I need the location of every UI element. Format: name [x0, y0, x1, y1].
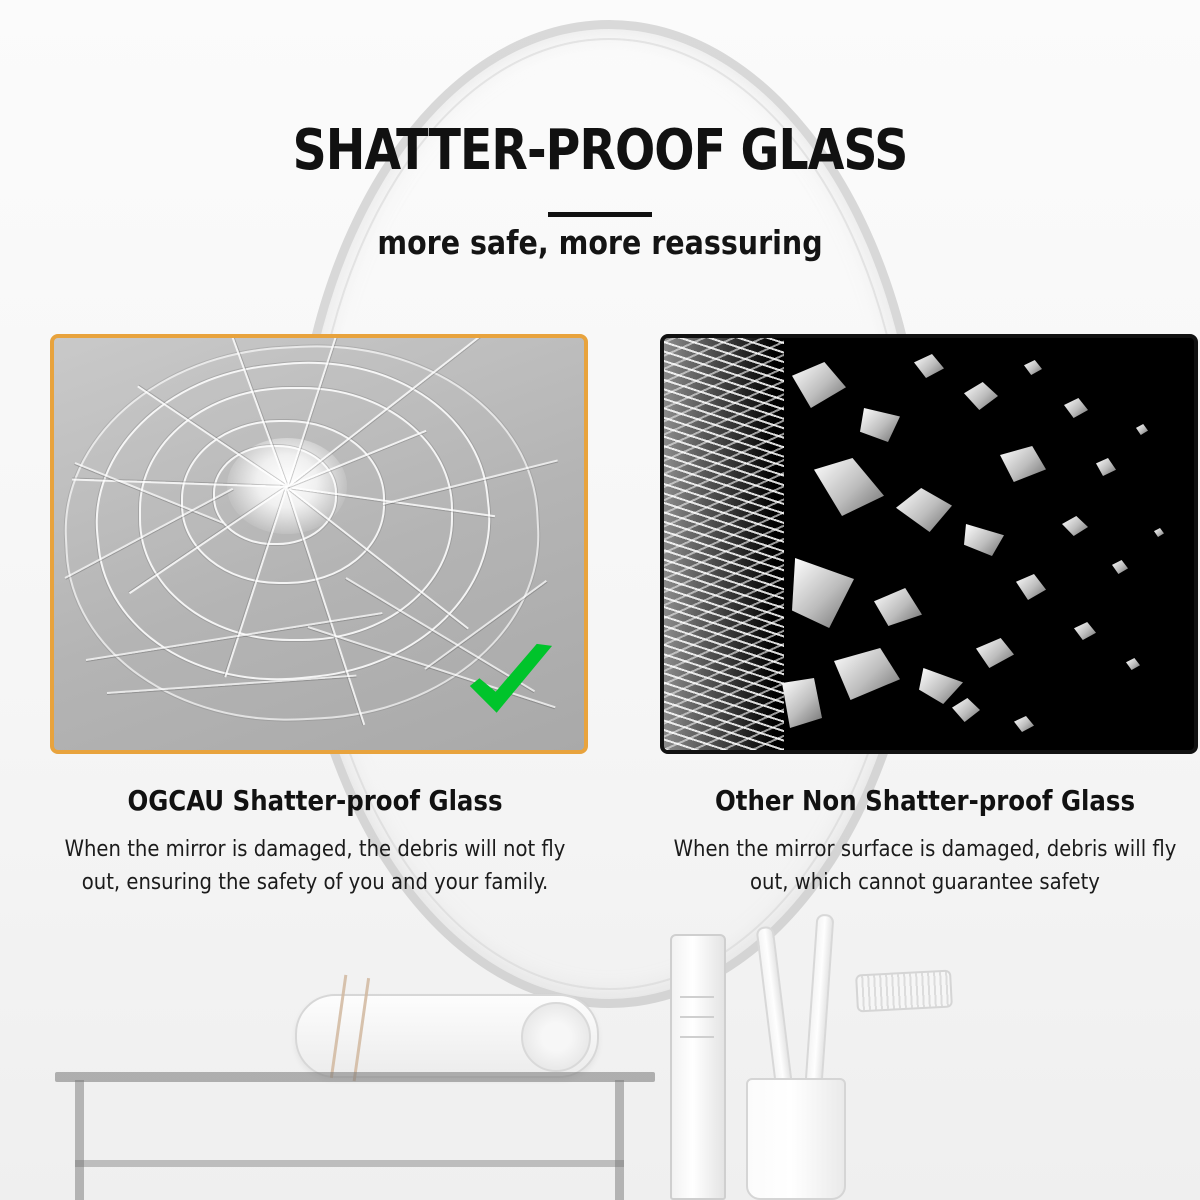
exploding-shards-illustration	[664, 338, 1194, 750]
card-description-other: When the mirror surface is damaged, debris will fly out, which cannot guarantee safety	[673, 836, 1177, 895]
card-title-ogcau: OGCAU Shatter-proof Glass	[127, 784, 503, 817]
comparison-card-other	[660, 334, 1190, 898]
check-mark-icon	[462, 642, 558, 728]
shatterproof-glass-image	[50, 334, 588, 754]
page-subtitle: more safe, more reassuring	[377, 223, 823, 262]
title-divider	[548, 212, 652, 217]
card-title-other: Other Non Shatter-proof Glass	[714, 784, 1136, 817]
non-shatterproof-glass-image	[660, 334, 1198, 754]
shard-mass	[664, 338, 784, 750]
card-description-ogcau: When the mirror is damaged, the debris will not fly out, ensuring the safety of you and your family.	[64, 836, 566, 895]
page-title: SHATTER-PROOF GLASS	[292, 118, 908, 183]
comparison-card-ogcau	[50, 334, 580, 898]
comparison-row	[50, 334, 1177, 898]
